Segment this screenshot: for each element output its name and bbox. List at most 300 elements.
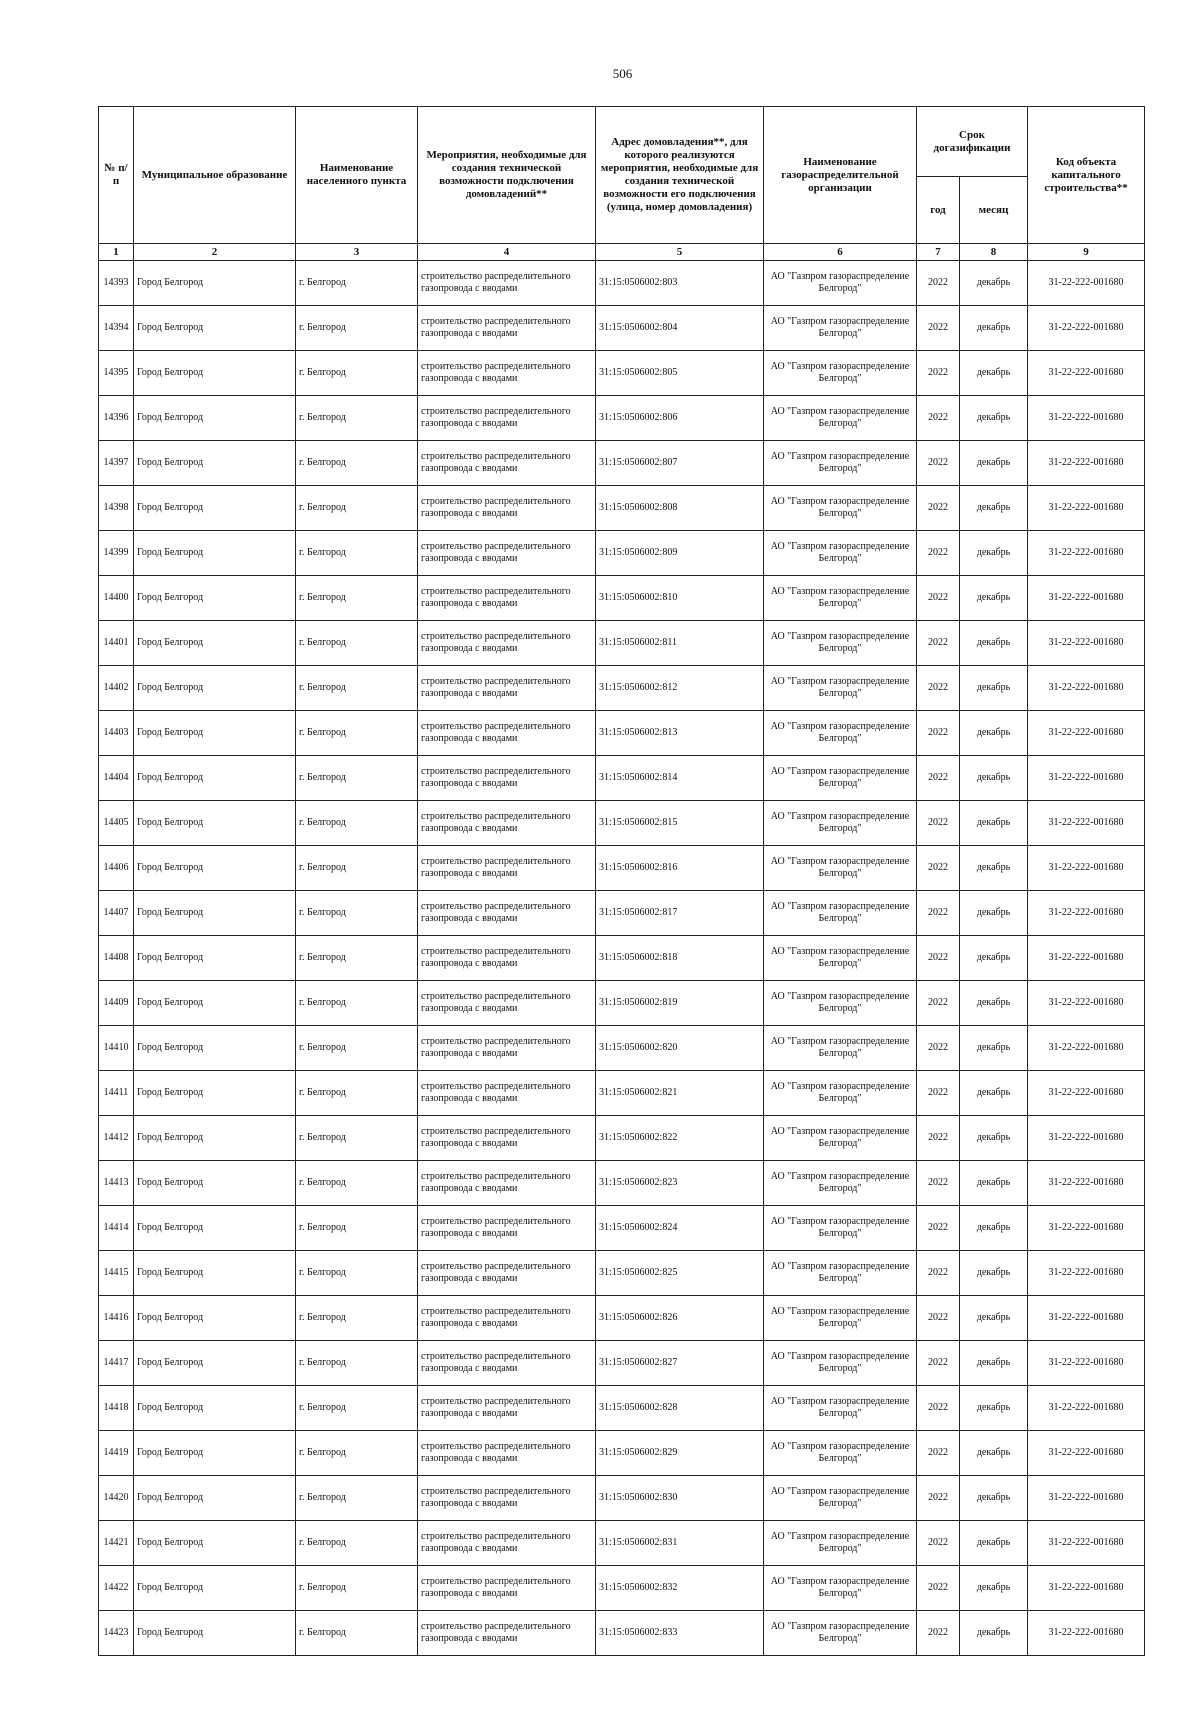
activity-cell: строительство распределительного газопровода с вводами bbox=[418, 576, 596, 621]
year-cell: 2022 bbox=[917, 1431, 960, 1476]
activity-cell: строительство распределительного газопровода с вводами bbox=[418, 1296, 596, 1341]
table-row bbox=[99, 846, 1145, 891]
header-year: год bbox=[917, 177, 960, 244]
address-cell: 31:15:0506002:823 bbox=[596, 1161, 764, 1206]
code-cell: 31-22-222-001680 bbox=[1028, 1251, 1145, 1296]
code-cell: 31-22-222-001680 bbox=[1028, 306, 1145, 351]
year-cell: 2022 bbox=[917, 1296, 960, 1341]
row-number: 14401 bbox=[99, 621, 134, 666]
table-row bbox=[99, 1611, 1145, 1656]
municipality-cell: Город Белгород bbox=[134, 981, 296, 1026]
year-cell: 2022 bbox=[917, 576, 960, 621]
municipality-cell: Город Белгород bbox=[134, 1161, 296, 1206]
table-row bbox=[99, 936, 1145, 981]
month-cell: декабрь bbox=[960, 261, 1028, 306]
year-cell: 2022 bbox=[917, 531, 960, 576]
column-number: 1 bbox=[99, 244, 134, 261]
municipality-cell: Город Белгород bbox=[134, 936, 296, 981]
year-cell: 2022 bbox=[917, 486, 960, 531]
organization-cell: АО "Газпром газораспределение Белгород" bbox=[764, 1386, 917, 1431]
locality-cell: г. Белгород bbox=[296, 306, 418, 351]
table-row bbox=[99, 756, 1145, 801]
header-num: № п/п bbox=[99, 107, 134, 244]
header-municipality: Муниципальное образование bbox=[134, 107, 296, 244]
activity-cell: строительство распределительного газопровода с вводами bbox=[418, 306, 596, 351]
address-cell: 31:15:0506002:827 bbox=[596, 1341, 764, 1386]
table-row bbox=[99, 1521, 1145, 1566]
address-cell: 31:15:0506002:824 bbox=[596, 1206, 764, 1251]
locality-cell: г. Белгород bbox=[296, 351, 418, 396]
address-cell: 31:15:0506002:829 bbox=[596, 1431, 764, 1476]
municipality-cell: Город Белгород bbox=[134, 306, 296, 351]
address-cell: 31:15:0506002:820 bbox=[596, 1026, 764, 1071]
month-cell: декабрь bbox=[960, 1161, 1028, 1206]
month-cell: декабрь bbox=[960, 1251, 1028, 1296]
activity-cell: строительство распределительного газопровода с вводами bbox=[418, 711, 596, 756]
code-cell: 31-22-222-001680 bbox=[1028, 1566, 1145, 1611]
organization-cell: АО "Газпром газораспределение Белгород" bbox=[764, 1296, 917, 1341]
column-number: 4 bbox=[418, 244, 596, 261]
municipality-cell: Город Белгород bbox=[134, 1026, 296, 1071]
locality-cell: г. Белгород bbox=[296, 801, 418, 846]
code-cell: 31-22-222-001680 bbox=[1028, 261, 1145, 306]
organization-cell: АО "Газпром газораспределение Белгород" bbox=[764, 621, 917, 666]
activity-cell: строительство распределительного газопровода с вводами bbox=[418, 396, 596, 441]
table-body bbox=[99, 261, 1145, 1656]
row-number: 14412 bbox=[99, 1116, 134, 1161]
column-number: 8 bbox=[960, 244, 1028, 261]
municipality-cell: Город Белгород bbox=[134, 1116, 296, 1161]
column-number: 5 bbox=[596, 244, 764, 261]
address-cell: 31:15:0506002:822 bbox=[596, 1116, 764, 1161]
year-cell: 2022 bbox=[917, 1116, 960, 1161]
table-row bbox=[99, 351, 1145, 396]
activity-cell: строительство распределительного газопровода с вводами bbox=[418, 531, 596, 576]
organization-cell: АО "Газпром газораспределение Белгород" bbox=[764, 441, 917, 486]
locality-cell: г. Белгород bbox=[296, 1161, 418, 1206]
municipality-cell: Город Белгород bbox=[134, 1071, 296, 1116]
organization-cell: АО "Газпром газораспределение Белгород" bbox=[764, 846, 917, 891]
address-cell: 31:15:0506002:809 bbox=[596, 531, 764, 576]
year-cell: 2022 bbox=[917, 1071, 960, 1116]
table-row bbox=[99, 621, 1145, 666]
locality-cell: г. Белгород bbox=[296, 1341, 418, 1386]
address-cell: 31:15:0506002:804 bbox=[596, 306, 764, 351]
address-cell: 31:15:0506002:814 bbox=[596, 756, 764, 801]
year-cell: 2022 bbox=[917, 1566, 960, 1611]
header-month: месяц bbox=[960, 177, 1028, 244]
organization-cell: АО "Газпром газораспределение Белгород" bbox=[764, 1161, 917, 1206]
address-cell: 31:15:0506002:826 bbox=[596, 1296, 764, 1341]
table-row bbox=[99, 981, 1145, 1026]
year-cell: 2022 bbox=[917, 351, 960, 396]
activity-cell: строительство распределительного газопровода с вводами bbox=[418, 1386, 596, 1431]
month-cell: декабрь bbox=[960, 621, 1028, 666]
month-cell: декабрь bbox=[960, 531, 1028, 576]
locality-cell: г. Белгород bbox=[296, 891, 418, 936]
code-cell: 31-22-222-001680 bbox=[1028, 1206, 1145, 1251]
activity-cell: строительство распределительного газопровода с вводами bbox=[418, 621, 596, 666]
municipality-cell: Город Белгород bbox=[134, 396, 296, 441]
month-cell: декабрь bbox=[960, 1431, 1028, 1476]
locality-cell: г. Белгород bbox=[296, 486, 418, 531]
table-row bbox=[99, 396, 1145, 441]
locality-cell: г. Белгород bbox=[296, 1071, 418, 1116]
year-cell: 2022 bbox=[917, 1521, 960, 1566]
year-cell: 2022 bbox=[917, 1206, 960, 1251]
locality-cell: г. Белгород bbox=[296, 666, 418, 711]
row-number: 14399 bbox=[99, 531, 134, 576]
organization-cell: АО "Газпром газораспределение Белгород" bbox=[764, 576, 917, 621]
address-cell: 31:15:0506002:818 bbox=[596, 936, 764, 981]
table-row bbox=[99, 576, 1145, 621]
locality-cell: г. Белгород bbox=[296, 711, 418, 756]
address-cell: 31:15:0506002:831 bbox=[596, 1521, 764, 1566]
year-cell: 2022 bbox=[917, 756, 960, 801]
table-row bbox=[99, 1071, 1145, 1116]
municipality-cell: Город Белгород bbox=[134, 756, 296, 801]
address-cell: 31:15:0506002:806 bbox=[596, 396, 764, 441]
code-cell: 31-22-222-001680 bbox=[1028, 486, 1145, 531]
organization-cell: АО "Газпром газораспределение Белгород" bbox=[764, 756, 917, 801]
organization-cell: АО "Газпром газораспределение Белгород" bbox=[764, 486, 917, 531]
year-cell: 2022 bbox=[917, 396, 960, 441]
row-number: 14395 bbox=[99, 351, 134, 396]
locality-cell: г. Белгород bbox=[296, 1611, 418, 1656]
locality-cell: г. Белгород bbox=[296, 621, 418, 666]
municipality-cell: Город Белгород bbox=[134, 1431, 296, 1476]
organization-cell: АО "Газпром газораспределение Белгород" bbox=[764, 1251, 917, 1296]
municipality-cell: Город Белгород bbox=[134, 1251, 296, 1296]
row-number: 14415 bbox=[99, 1251, 134, 1296]
activity-cell: строительство распределительного газопровода с вводами bbox=[418, 261, 596, 306]
municipality-cell: Город Белгород bbox=[134, 1521, 296, 1566]
row-number: 14419 bbox=[99, 1431, 134, 1476]
code-cell: 31-22-222-001680 bbox=[1028, 936, 1145, 981]
code-cell: 31-22-222-001680 bbox=[1028, 531, 1145, 576]
organization-cell: АО "Газпром газораспределение Белгород" bbox=[764, 1341, 917, 1386]
year-cell: 2022 bbox=[917, 936, 960, 981]
header-activities: Мероприятия, необходимые для создания технической возможности подключения домовладений** bbox=[418, 107, 596, 244]
municipality-cell: Город Белгород bbox=[134, 441, 296, 486]
header-organization: Наименование газораспределительной организации bbox=[764, 107, 917, 244]
row-number: 14413 bbox=[99, 1161, 134, 1206]
locality-cell: г. Белгород bbox=[296, 1476, 418, 1521]
header-code: Код объекта капитального строительства** bbox=[1028, 107, 1145, 244]
row-number: 14398 bbox=[99, 486, 134, 531]
locality-cell: г. Белгород bbox=[296, 1386, 418, 1431]
code-cell: 31-22-222-001680 bbox=[1028, 441, 1145, 486]
address-cell: 31:15:0506002:808 bbox=[596, 486, 764, 531]
locality-cell: г. Белгород bbox=[296, 756, 418, 801]
year-cell: 2022 bbox=[917, 1251, 960, 1296]
address-cell: 31:15:0506002:828 bbox=[596, 1386, 764, 1431]
activity-cell: строительство распределительного газопровода с вводами bbox=[418, 1476, 596, 1521]
organization-cell: АО "Газпром газораспределение Белгород" bbox=[764, 1566, 917, 1611]
month-cell: декабрь bbox=[960, 1116, 1028, 1161]
organization-cell: АО "Газпром газораспределение Белгород" bbox=[764, 531, 917, 576]
row-number: 14417 bbox=[99, 1341, 134, 1386]
table-row bbox=[99, 1296, 1145, 1341]
address-cell: 31:15:0506002:817 bbox=[596, 891, 764, 936]
year-cell: 2022 bbox=[917, 801, 960, 846]
code-cell: 31-22-222-001680 bbox=[1028, 1476, 1145, 1521]
organization-cell: АО "Газпром газораспределение Белгород" bbox=[764, 1206, 917, 1251]
locality-cell: г. Белгород bbox=[296, 846, 418, 891]
row-number: 14394 bbox=[99, 306, 134, 351]
month-cell: декабрь bbox=[960, 306, 1028, 351]
code-cell: 31-22-222-001680 bbox=[1028, 1341, 1145, 1386]
organization-cell: АО "Газпром газораспределение Белгород" bbox=[764, 1026, 917, 1071]
municipality-cell: Город Белгород bbox=[134, 846, 296, 891]
code-cell: 31-22-222-001680 bbox=[1028, 666, 1145, 711]
row-number: 14405 bbox=[99, 801, 134, 846]
code-cell: 31-22-222-001680 bbox=[1028, 621, 1145, 666]
code-cell: 31-22-222-001680 bbox=[1028, 1296, 1145, 1341]
address-cell: 31:15:0506002:805 bbox=[596, 351, 764, 396]
month-cell: декабрь bbox=[960, 1071, 1028, 1116]
year-cell: 2022 bbox=[917, 981, 960, 1026]
code-cell: 31-22-222-001680 bbox=[1028, 1026, 1145, 1071]
organization-cell: АО "Газпром газораспределение Белгород" bbox=[764, 351, 917, 396]
organization-cell: АО "Газпром газораспределение Белгород" bbox=[764, 261, 917, 306]
month-cell: декабрь bbox=[960, 936, 1028, 981]
activity-cell: строительство распределительного газопровода с вводами bbox=[418, 1611, 596, 1656]
organization-cell: АО "Газпром газораспределение Белгород" bbox=[764, 1071, 917, 1116]
activity-cell: строительство распределительного газопровода с вводами bbox=[418, 1206, 596, 1251]
table-row bbox=[99, 711, 1145, 756]
month-cell: декабрь bbox=[960, 1026, 1028, 1071]
address-cell: 31:15:0506002:813 bbox=[596, 711, 764, 756]
locality-cell: г. Белгород bbox=[296, 261, 418, 306]
row-number: 14400 bbox=[99, 576, 134, 621]
address-cell: 31:15:0506002:830 bbox=[596, 1476, 764, 1521]
municipality-cell: Город Белгород bbox=[134, 531, 296, 576]
organization-cell: АО "Газпром газораспределение Белгород" bbox=[764, 1431, 917, 1476]
table-row bbox=[99, 891, 1145, 936]
address-cell: 31:15:0506002:825 bbox=[596, 1251, 764, 1296]
year-cell: 2022 bbox=[917, 711, 960, 756]
address-cell: 31:15:0506002:815 bbox=[596, 801, 764, 846]
municipality-cell: Город Белгород bbox=[134, 486, 296, 531]
column-number: 2 bbox=[134, 244, 296, 261]
municipality-cell: Город Белгород bbox=[134, 1611, 296, 1656]
municipality-cell: Город Белгород bbox=[134, 1566, 296, 1611]
column-number: 7 bbox=[917, 244, 960, 261]
organization-cell: АО "Газпром газораспределение Белгород" bbox=[764, 936, 917, 981]
municipality-cell: Город Белгород bbox=[134, 1206, 296, 1251]
code-cell: 31-22-222-001680 bbox=[1028, 981, 1145, 1026]
locality-cell: г. Белгород bbox=[296, 1251, 418, 1296]
table-row bbox=[99, 1476, 1145, 1521]
activity-cell: строительство распределительного газопровода с вводами bbox=[418, 1566, 596, 1611]
row-number: 14422 bbox=[99, 1566, 134, 1611]
table-row bbox=[99, 1386, 1145, 1431]
activity-cell: строительство распределительного газопровода с вводами bbox=[418, 1521, 596, 1566]
activity-cell: строительство распределительного газопровода с вводами bbox=[418, 1071, 596, 1116]
year-cell: 2022 bbox=[917, 846, 960, 891]
locality-cell: г. Белгород bbox=[296, 396, 418, 441]
row-number: 14402 bbox=[99, 666, 134, 711]
month-cell: декабрь bbox=[960, 1476, 1028, 1521]
municipality-cell: Город Белгород bbox=[134, 666, 296, 711]
month-cell: декабрь bbox=[960, 666, 1028, 711]
gasification-table bbox=[98, 106, 1145, 1656]
year-cell: 2022 bbox=[917, 621, 960, 666]
month-cell: декабрь bbox=[960, 1341, 1028, 1386]
table-row bbox=[99, 1431, 1145, 1476]
activity-cell: строительство распределительного газопровода с вводами bbox=[418, 1431, 596, 1476]
year-cell: 2022 bbox=[917, 306, 960, 351]
municipality-cell: Город Белгород bbox=[134, 801, 296, 846]
month-cell: декабрь bbox=[960, 891, 1028, 936]
table-row bbox=[99, 1341, 1145, 1386]
address-cell: 31:15:0506002:803 bbox=[596, 261, 764, 306]
year-cell: 2022 bbox=[917, 441, 960, 486]
month-cell: декабрь bbox=[960, 756, 1028, 801]
header-locality: Наименование населенного пункта bbox=[296, 107, 418, 244]
month-cell: декабрь bbox=[960, 1566, 1028, 1611]
address-cell: 31:15:0506002:821 bbox=[596, 1071, 764, 1116]
municipality-cell: Город Белгород bbox=[134, 351, 296, 396]
activity-cell: строительство распределительного газопровода с вводами bbox=[418, 846, 596, 891]
row-number: 14404 bbox=[99, 756, 134, 801]
month-cell: декабрь bbox=[960, 1206, 1028, 1251]
code-cell: 31-22-222-001680 bbox=[1028, 1161, 1145, 1206]
organization-cell: АО "Газпром газораспределение Белгород" bbox=[764, 306, 917, 351]
month-cell: декабрь bbox=[960, 1521, 1028, 1566]
month-cell: декабрь bbox=[960, 396, 1028, 441]
year-cell: 2022 bbox=[917, 261, 960, 306]
address-cell: 31:15:0506002:833 bbox=[596, 1611, 764, 1656]
organization-cell: АО "Газпром газораспределение Белгород" bbox=[764, 1611, 917, 1656]
row-number: 14411 bbox=[99, 1071, 134, 1116]
row-number: 14421 bbox=[99, 1521, 134, 1566]
address-cell: 31:15:0506002:807 bbox=[596, 441, 764, 486]
activity-cell: строительство распределительного газопровода с вводами bbox=[418, 1116, 596, 1161]
row-number: 14397 bbox=[99, 441, 134, 486]
table-row bbox=[99, 261, 1145, 306]
table-row bbox=[99, 1026, 1145, 1071]
locality-cell: г. Белгород bbox=[296, 1431, 418, 1476]
organization-cell: АО "Газпром газораспределение Белгород" bbox=[764, 1476, 917, 1521]
activity-cell: строительство распределительного газопровода с вводами bbox=[418, 441, 596, 486]
year-cell: 2022 bbox=[917, 1476, 960, 1521]
code-cell: 31-22-222-001680 bbox=[1028, 1521, 1145, 1566]
address-cell: 31:15:0506002:832 bbox=[596, 1566, 764, 1611]
month-cell: декабрь bbox=[960, 351, 1028, 396]
row-number: 14418 bbox=[99, 1386, 134, 1431]
code-cell: 31-22-222-001680 bbox=[1028, 1386, 1145, 1431]
row-number: 14409 bbox=[99, 981, 134, 1026]
month-cell: декабрь bbox=[960, 981, 1028, 1026]
activity-cell: строительство распределительного газопровода с вводами bbox=[418, 1026, 596, 1071]
year-cell: 2022 bbox=[917, 666, 960, 711]
activity-cell: строительство распределительного газопровода с вводами bbox=[418, 351, 596, 396]
month-cell: декабрь bbox=[960, 1386, 1028, 1431]
code-cell: 31-22-222-001680 bbox=[1028, 846, 1145, 891]
code-cell: 31-22-222-001680 bbox=[1028, 891, 1145, 936]
activity-cell: строительство распределительного газопровода с вводами bbox=[418, 891, 596, 936]
year-cell: 2022 bbox=[917, 1161, 960, 1206]
organization-cell: АО "Газпром газораспределение Белгород" bbox=[764, 891, 917, 936]
year-cell: 2022 bbox=[917, 891, 960, 936]
table-row bbox=[99, 486, 1145, 531]
activity-cell: строительство распределительного газопровода с вводами bbox=[418, 486, 596, 531]
locality-cell: г. Белгород bbox=[296, 936, 418, 981]
organization-cell: АО "Газпром газораспределение Белгород" bbox=[764, 666, 917, 711]
locality-cell: г. Белгород bbox=[296, 1296, 418, 1341]
municipality-cell: Город Белгород bbox=[134, 576, 296, 621]
table-row bbox=[99, 1566, 1145, 1611]
locality-cell: г. Белгород bbox=[296, 981, 418, 1026]
activity-cell: строительство распределительного газопровода с вводами bbox=[418, 1341, 596, 1386]
column-number-row bbox=[99, 244, 1145, 261]
month-cell: декабрь bbox=[960, 801, 1028, 846]
column-number: 9 bbox=[1028, 244, 1145, 261]
locality-cell: г. Белгород bbox=[296, 1521, 418, 1566]
municipality-cell: Город Белгород bbox=[134, 711, 296, 756]
row-number: 14420 bbox=[99, 1476, 134, 1521]
row-number: 14408 bbox=[99, 936, 134, 981]
header-address: Адрес домовладения**, для которого реализуются мероприятия, необходимые для создания технической возможности его подключения (улица, номер домовладения) bbox=[596, 107, 764, 244]
code-cell: 31-22-222-001680 bbox=[1028, 396, 1145, 441]
locality-cell: г. Белгород bbox=[296, 576, 418, 621]
month-cell: декабрь bbox=[960, 576, 1028, 621]
year-cell: 2022 bbox=[917, 1611, 960, 1656]
table-row bbox=[99, 1116, 1145, 1161]
table-row bbox=[99, 1206, 1145, 1251]
code-cell: 31-22-222-001680 bbox=[1028, 711, 1145, 756]
activity-cell: строительство распределительного газопровода с вводами bbox=[418, 801, 596, 846]
row-number: 14407 bbox=[99, 891, 134, 936]
municipality-cell: Город Белгород bbox=[134, 891, 296, 936]
month-cell: декабрь bbox=[960, 441, 1028, 486]
year-cell: 2022 bbox=[917, 1386, 960, 1431]
row-number: 14423 bbox=[99, 1611, 134, 1656]
locality-cell: г. Белгород bbox=[296, 441, 418, 486]
activity-cell: строительство распределительного газопровода с вводами bbox=[418, 936, 596, 981]
activity-cell: строительство распределительного газопровода с вводами bbox=[418, 1161, 596, 1206]
table-row bbox=[99, 801, 1145, 846]
address-cell: 31:15:0506002:819 bbox=[596, 981, 764, 1026]
page-number: 506 bbox=[612, 66, 633, 81]
code-cell: 31-22-222-001680 bbox=[1028, 1611, 1145, 1656]
table-row bbox=[99, 1161, 1145, 1206]
row-number: 14393 bbox=[99, 261, 134, 306]
municipality-cell: Город Белгород bbox=[134, 261, 296, 306]
code-cell: 31-22-222-001680 bbox=[1028, 351, 1145, 396]
row-number: 14414 bbox=[99, 1206, 134, 1251]
row-number: 14410 bbox=[99, 1026, 134, 1071]
organization-cell: АО "Газпром газораспределение Белгород" bbox=[764, 801, 917, 846]
code-cell: 31-22-222-001680 bbox=[1028, 756, 1145, 801]
municipality-cell: Город Белгород bbox=[134, 621, 296, 666]
year-cell: 2022 bbox=[917, 1026, 960, 1071]
organization-cell: АО "Газпром газораспределение Белгород" bbox=[764, 1116, 917, 1161]
organization-cell: АО "Газпром газораспределение Белгород" bbox=[764, 711, 917, 756]
table-row bbox=[99, 666, 1145, 711]
table-row bbox=[99, 441, 1145, 486]
locality-cell: г. Белгород bbox=[296, 1026, 418, 1071]
municipality-cell: Город Белгород bbox=[134, 1296, 296, 1341]
code-cell: 31-22-222-001680 bbox=[1028, 1431, 1145, 1476]
locality-cell: г. Белгород bbox=[296, 1566, 418, 1611]
organization-cell: АО "Газпром газораспределение Белгород" bbox=[764, 396, 917, 441]
activity-cell: строительство распределительного газопровода с вводами bbox=[418, 756, 596, 801]
address-cell: 31:15:0506002:811 bbox=[596, 621, 764, 666]
municipality-cell: Город Белгород bbox=[134, 1476, 296, 1521]
